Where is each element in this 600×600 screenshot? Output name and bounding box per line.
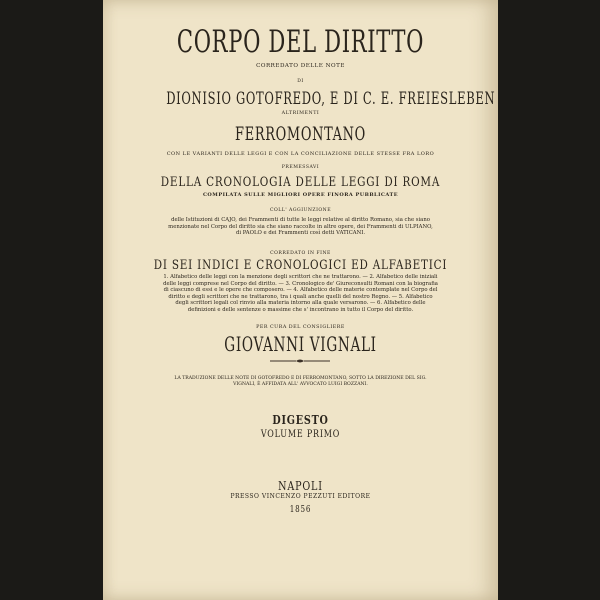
- premessavi-label: PREMESSAVI: [281, 165, 320, 170]
- divider-ornament: [270, 358, 330, 364]
- varianti-line: CON LE VARIANTI DELLE LEGGI E CON LA CONCILIAZIONE DELLE STESSE FRA LORO: [166, 151, 435, 157]
- city: NAPOLI: [278, 479, 323, 493]
- title-page: [103, 0, 498, 600]
- aggiunzione-text: delle Istituzioni di CAJO, dei Frammenti di tutte le leggi relative al diritto Romano, sia che siano menzionate nel Corpo del diritto sia che siano raccolte in altre opere, dei Frammenti di ULPIANO, di PAOLO e dei Frammenti così detti VATICANI.: [168, 217, 433, 237]
- cronologia-title: DELLA CRONOLOGIA DELLE LEGGI DI ROMA: [160, 175, 441, 190]
- indici-title: DI SEI INDICI E CRONOLOGICI ED ALFABETICI: [153, 258, 448, 273]
- book-title: CORPO DEL DIRITTO: [176, 24, 425, 60]
- subtitle: CORREDATO DELLE NOTE: [256, 63, 345, 69]
- alias: FERROMONTANO: [235, 123, 366, 145]
- editor-name: GIOVANNI VIGNALI: [224, 332, 377, 356]
- indici-text: 1. Alfabetico delle leggi con la menzione degli scrittori che ne trattarono. — 2. Alfabetico delle iniziali delle leggi comprese nel Corpo del diritto. — 3. Cronologico de' Giureconsulti Romani con la biografia di ciascuno di essi e le opere che composero. — 4. Alfabetico delle materie contemplate nel Corpo del diritto e degli scrittori che ne trattarono, tra i quali anche quelli del nostro Regno. — 5. Alfabetico degli scrittori legali col rinvio alla materia intorno alla quale versarono. — 6. Alfabetico delle definizioni e delle sentenze o massime che s' incontrano in tutto il Corpo del diritto.: [163, 274, 438, 313]
- traduzione-note: LA TRADUZIONE DELLE NOTE DI GOTOFREDO E DI FERROMONTANO, SOTTO LA DIREZIONE DEL SIG. VIGNALI, È AFFIDATA ALL' AVVOCATO LUIGI BOZZANI.: [174, 376, 427, 387]
- section-title: DIGESTO: [272, 413, 329, 427]
- altrimenti-label: ALTRIMENTI: [281, 111, 320, 116]
- volume-label: VOLUME PRIMO: [260, 429, 341, 440]
- di-line: DI: [297, 79, 304, 84]
- per-cura-label: PER CURA DEL CONSIGLIERE: [256, 325, 345, 330]
- publisher: PRESSO VINCENZO PEZZUTI EDITORE: [230, 493, 371, 500]
- aggiunzione-label: COLL' AGGIUNZIONE: [269, 208, 332, 213]
- authors: DIONISIO GOTOFREDO, E DI C. E. FREIESLEBEN: [166, 89, 496, 109]
- compilata-line: COMPILATA SULLE MIGLIORI OPERE FINORA PUBBLICATE: [202, 192, 399, 198]
- year: 1856: [289, 505, 312, 515]
- corredato-label: CORREDATO IN FINE: [270, 251, 331, 256]
